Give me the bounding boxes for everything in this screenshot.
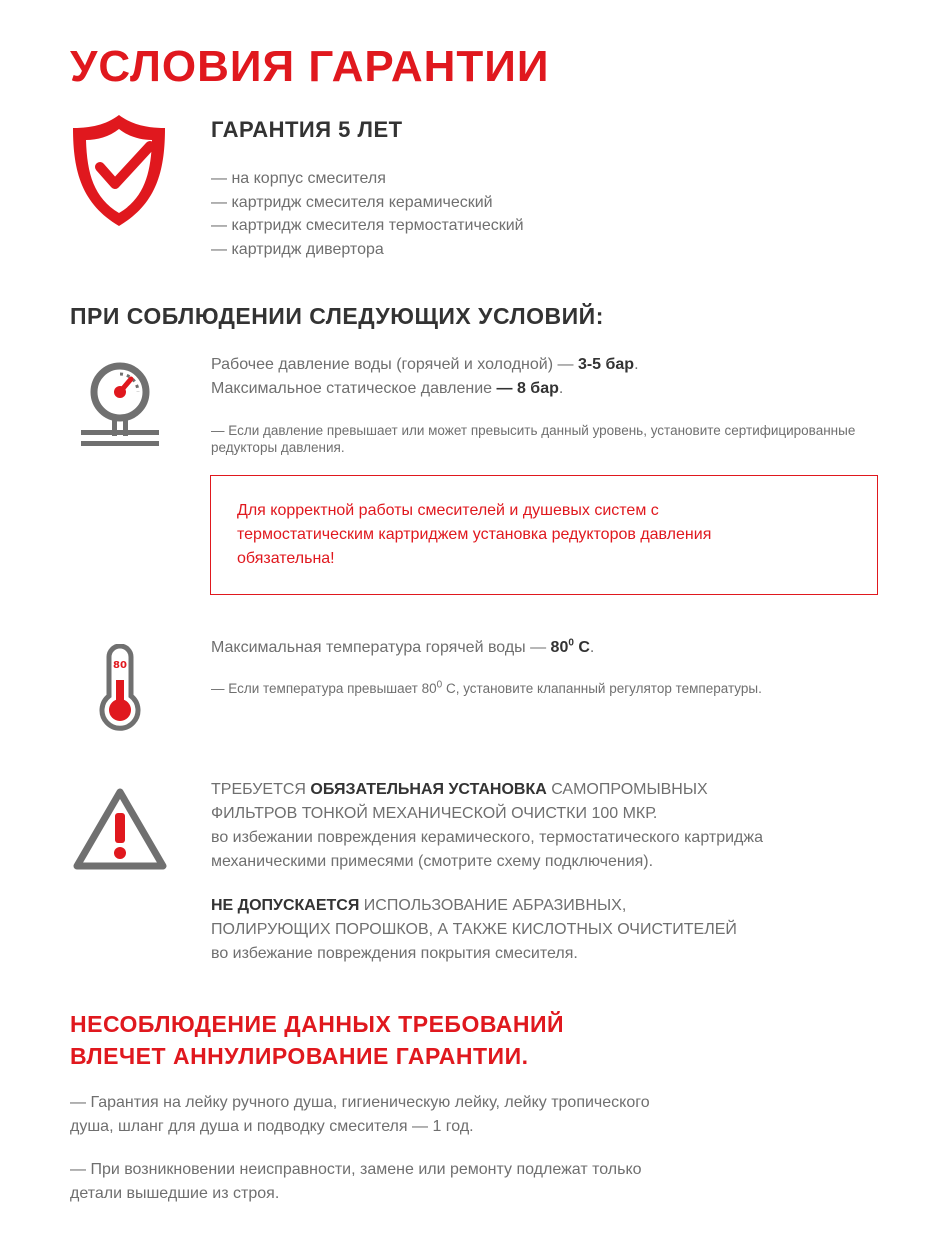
notice-box bbox=[210, 475, 878, 595]
notice-line: обязательна! bbox=[237, 550, 335, 567]
temperature-note-prefix: — Если температура превышает 80 bbox=[211, 681, 437, 696]
filters-prefix: ТРЕБУЕТСЯ bbox=[211, 781, 311, 798]
filters-line: ФИЛЬТРОВ ТОНКОЙ МЕХАНИЧЕСКОЙ ОЧИСТКИ 100 МКР. bbox=[211, 805, 658, 822]
temperature-degree: 0 bbox=[568, 637, 574, 649]
page-title: УСЛОВИЯ ГАРАНТИИ bbox=[70, 42, 550, 91]
abrasive-paragraph bbox=[211, 894, 737, 966]
filters-paragraph bbox=[211, 778, 763, 874]
thermometer-label: 80 bbox=[113, 660, 127, 671]
footer-line: душа, шланг для душа и подводку смесителя — 1 год. bbox=[70, 1118, 474, 1135]
conditions-heading: ПРИ СОБЛЮДЕНИИ СЛЕДУЮЩИХ УСЛОВИЙ: bbox=[70, 303, 604, 329]
warranty-heading: ГАРАНТИЯ 5 ЛЕТ bbox=[211, 117, 403, 142]
pressure-note: — Если давление превышает или может превысить данный уровень, установите сертифицированные редукторы давления. bbox=[211, 423, 856, 455]
footer-line: детали вышедшие из строя. bbox=[70, 1185, 280, 1202]
filters-line: во избежании повреждения керамического, термостатического картриджа bbox=[211, 829, 763, 846]
pressure-working-value: 3-5 бар bbox=[577, 356, 635, 373]
filters-line: механическими примесями (смотрите схему подключения). bbox=[211, 853, 654, 870]
temperature-note bbox=[211, 680, 762, 697]
temperature-note-suffix: С, установите клапанный регулятор температуры. bbox=[442, 681, 762, 696]
thermometer-icon bbox=[98, 644, 142, 732]
annulment-heading bbox=[70, 1008, 564, 1072]
abrasive-line: во избежание повреждения покрытия смесителя. bbox=[211, 945, 578, 962]
pressure-gauge-icon bbox=[80, 360, 160, 450]
footer-line: — Гарантия на лейку ручного душа, гигиеническую лейку, лейку тропического bbox=[70, 1094, 650, 1111]
list-item: — картридж смесителя керамический bbox=[211, 193, 493, 211]
warranty-list bbox=[211, 167, 524, 261]
pressure-max-value: — 8 бар bbox=[496, 380, 559, 397]
filters-suffix: САМОПРОМЫВНЫХ bbox=[546, 781, 708, 798]
abrasive-suffix: ИСПОЛЬЗОВАНИЕ АБРАЗИВНЫХ, bbox=[359, 897, 627, 914]
temperature-value: 80 bbox=[550, 639, 569, 656]
annulment-line: ВЛЕЧЕТ АННУЛИРОВАНИЕ ГАРАНТИИ. bbox=[70, 1043, 529, 1069]
notice-line: термостатическим картриджем установка редукторов давления bbox=[237, 526, 712, 543]
list-item: — картридж смесителя термостатический bbox=[211, 217, 524, 234]
temperature-unit: С bbox=[573, 639, 590, 656]
warning-icon bbox=[72, 786, 168, 872]
footer-paragraph-2 bbox=[70, 1158, 642, 1206]
annulment-line: НЕСОБЛЮДЕНИЕ ДАННЫХ ТРЕБОВАНИЙ bbox=[70, 1011, 565, 1037]
temperature-text: Максимальная температура горячей воды — $80^0$ С. bbox=[211, 637, 595, 656]
abrasive-bold: НЕ ДОПУСКАЕТСЯ bbox=[211, 897, 360, 914]
temperature-prefix: Максимальная температура горячей воды — bbox=[211, 639, 551, 656]
list-item: — на корпус смесителя bbox=[211, 170, 386, 187]
list-item: — картридж дивертора bbox=[211, 240, 384, 258]
pressure-line1-prefix: Рабочее давление воды (горячей и холодной) — bbox=[211, 356, 578, 373]
shield-check-icon bbox=[68, 112, 170, 230]
pressure-line2-prefix: Максимальное статическое давление bbox=[211, 380, 497, 397]
notice-line: Для корректной работы смесителей и душевых систем с bbox=[237, 502, 659, 519]
pressure-text: Рабочее давление воды (горячей и холодной) — 3-5 бар. Максимальное статическое давление — 8 бар. bbox=[211, 356, 639, 397]
filters-bold: ОБЯЗАТЕЛЬНАЯ УСТАНОВКА bbox=[310, 781, 547, 798]
abrasive-line: ПОЛИРУЮЩИХ ПОРОШКОВ, А ТАКЖЕ КИСЛОТНЫХ ОЧИСТИТЕЛЕЙ bbox=[211, 921, 737, 938]
temperature-note-degree: 0 bbox=[436, 679, 443, 691]
footer-paragraph-1 bbox=[70, 1091, 650, 1139]
footer-line: — При возникновении неисправности, замене или ремонту подлежат только bbox=[70, 1161, 642, 1178]
